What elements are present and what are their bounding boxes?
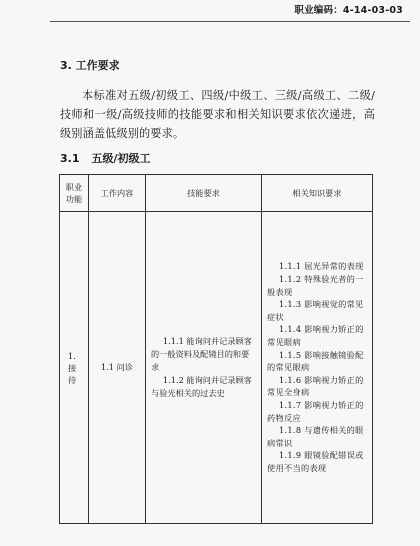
knowledge-item: 1.1.3 影响视觉的常见症状 [267, 299, 364, 322]
intro-paragraph: 本标准对五级/初级工、四级/中级工、三级/高级工、二级/技师和一级/高级技师的技能要求和相关知识要求依次递进，高级别涵盖低级别的要求。 [60, 89, 375, 140]
requirements-table [59, 174, 373, 524]
cell-skills [146, 212, 262, 524]
subsection-number: 3.1 [60, 152, 80, 165]
subsection-title [60, 150, 151, 166]
cell-function: 1.接待 [60, 212, 89, 524]
header-function: 职业功能 [60, 175, 89, 212]
knowledge-item: 1.1.4 影响视力矫正的常见眼病 [267, 324, 364, 348]
occupation-code: 职业编码：4-14-03-03 [294, 5, 403, 16]
skill-item: 1.1.1 能询问并记录顾客的一般资料及配镜目的和要求 [151, 336, 252, 372]
knowledge-item: 1.1.8 与遗传相关的眼病常识 [267, 425, 364, 448]
knowledge-item: 1.1.5 影响接触镜验配的常见眼病 [267, 349, 364, 373]
header-content: 工作内容 [89, 175, 146, 212]
knowledge-item: 1.1.6 影响视力矫正的常见全身病 [267, 374, 364, 398]
header-knowledge: 相关知识要求 [262, 175, 373, 212]
knowledge-item: 1.1.1 屈光异常的表现 [279, 261, 364, 272]
subsection-label: 五级/初级工 [91, 152, 151, 165]
header-skill: 技能要求 [146, 175, 262, 212]
cell-knowledge [262, 212, 373, 524]
cell-content: 1.1 问诊 [89, 212, 146, 524]
section-title: 3. 工作要求 [60, 59, 120, 72]
table-row [60, 212, 373, 524]
header-divider [50, 21, 410, 22]
knowledge-item: 1.1.2 特殊验光者的一般表现 [267, 274, 364, 297]
knowledge-item: 1.1.7 影响视力矫正的药物反应 [267, 399, 364, 423]
table-header-row [60, 175, 373, 212]
skill-item: 1.1.2 能询问并记录顾客与验光相关的过去史 [151, 375, 252, 398]
knowledge-item: 1.1.9 眼镜验配错误或使用不当的表现 [267, 450, 364, 473]
